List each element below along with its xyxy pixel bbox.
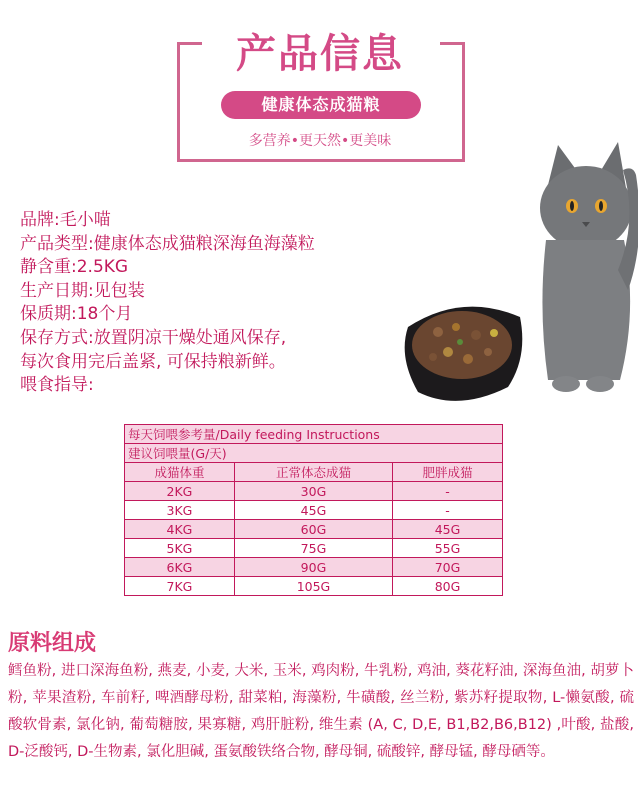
table-cell: 75G [234,539,392,558]
table-row [125,520,503,539]
table-cell: 3KG [125,501,235,520]
table-title-row [125,425,503,444]
table-cell: 45G [234,501,392,520]
ingredients-title: 原料组成 [8,631,97,656]
food-bowl-image [398,297,526,405]
info-brand: 品牌:毛小喵 [20,210,111,230]
table-cell: - [393,482,503,501]
table-cell: 80G [393,577,503,596]
info-shelf-life: 保质期:18个月 [20,304,133,325]
info-type: 产品类型:健康体态成猫粮深海鱼海藻粒 [20,233,315,254]
table-cell: 6KG [125,558,235,577]
table-cell: - [393,501,503,520]
table-cell: 60G [234,520,392,539]
table-cell: 105G [234,577,392,596]
table-cell: 5KG [125,539,235,558]
column-header: 肥胖成猫 [393,463,503,482]
column-header: 正常体态成猫 [234,463,392,482]
table-header-row [125,463,503,482]
table-cell: 90G [234,558,392,577]
table-cell: 2KG [125,482,235,501]
slogan: 多营养•更天然•更美味 [248,133,392,149]
info-date: 生产日期:见包装 [20,280,145,301]
table-cell: 4KG [125,520,235,539]
product-info [20,209,315,398]
table-row [125,539,503,558]
ingredients-text: 鳕鱼粉, 进口深海鱼粉, 燕麦, 小麦, 大米, 玉米, 鸡肉粉, 牛乳粉, 鸡油, 葵花籽油, 深海鱼油, 胡萝卜粉, 苹果渣粉, 车前籽, 啤酒酵母粉, 甜菜粕, 海藻粉, 牛磺酸, 丝兰粉, 紫苏籽提取物, L-懒氨酸, 硫酸软骨素, 氯化钠, 葡萄糖胺, 果寡糖, 鸡肝脏粉, 维生素 (A, C, D,E, B1,B2,B6,B12) ,叶酸, 盐酸, D-泛酸钙, D-生物素, 氯化胆碱, 蛋氨酸铁络合物, 酵母铜, 硫酸锌, 酵母锰, 酵母硒等。 [8,663,634,760]
table-cell: 70G [393,558,503,577]
table-cell: 7KG [125,577,235,596]
table-row [125,558,503,577]
table-cell: 30G [234,482,392,501]
table-row [125,501,503,520]
info-weight: 静含重:2.5KG [20,257,129,278]
page-title: 产品信息 [236,31,404,77]
table-row [125,482,503,501]
table-cell: 55G [393,539,503,558]
table-row [125,577,503,596]
table-title: 每天饲喂参考量/Daily feeding Instructions [125,425,503,444]
product-badge: 健康体态成猫粮 [221,91,421,119]
column-header: 成猫体重 [125,463,235,482]
feeding-table [124,424,503,596]
info-storage: 保存方式:放置阴凉干燥处通风保存, [20,327,287,348]
table-subtitle: 建议饲喂量(G/天) [125,444,503,463]
table-cell: 45G [393,520,503,539]
table-subtitle-row [125,444,503,463]
info-feeding-guide: 喂食指导: [20,375,94,396]
info-storage-2: 每次食用完后盖紧, 可保持粮新鲜。 [20,351,286,372]
